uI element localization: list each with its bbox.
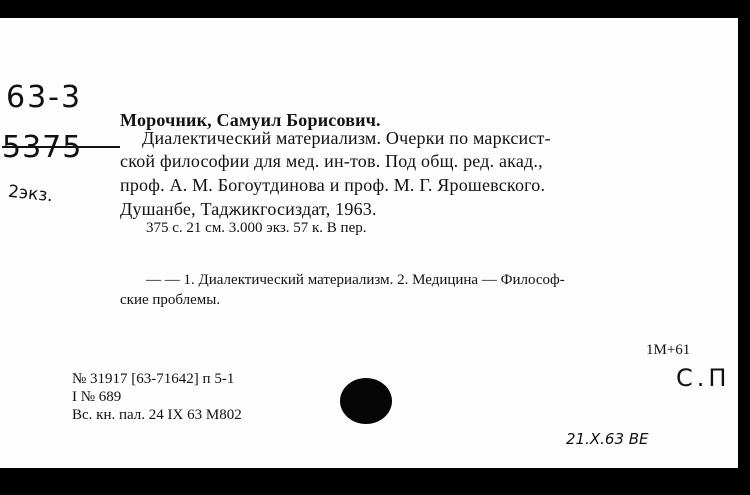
classification-number: 1М+61: [646, 342, 691, 358]
handwritten-location-code: С.П: [676, 364, 731, 392]
handwritten-copies-note: 2экз.: [7, 181, 54, 207]
handwritten-shelfmark-top: 63-3: [6, 80, 83, 115]
control-line-2: I № 689: [72, 389, 122, 405]
title-line-1: Диалектический материализм. Очерки по марксист-: [142, 128, 551, 148]
title-line-4: Душанбе, Таджикгосиздат, 1963.: [120, 199, 377, 219]
title-line-3: проф. А. М. Богоутдинова и проф. М. Г. Ярошевского.: [120, 175, 546, 195]
control-line-1: № 31917 [63-71642] п 5-1: [72, 371, 235, 387]
punch-hole: [340, 378, 392, 424]
author-heading: Морочник, Самуил Борисович.: [120, 110, 381, 130]
subjects-line-2: ские проблемы.: [120, 292, 221, 308]
physical-description: 375 с. 21 см. 3.000 экз. 57 к. В пер.: [146, 220, 367, 236]
title-line-2: ской философии для мед. ин-тов. Под общ. ред. акад.,: [120, 151, 543, 171]
handwritten-shelfmark-bottom: 5375: [2, 130, 83, 165]
control-line-3: Вс. кн. пал. 24 IX 63 М802: [72, 407, 242, 423]
subjects-line-1: — — 1. Диалектический материализм. 2. Медицина — Философ-: [146, 272, 565, 288]
handwritten-date-note: 21.Х.63 ВЕ: [566, 430, 649, 448]
